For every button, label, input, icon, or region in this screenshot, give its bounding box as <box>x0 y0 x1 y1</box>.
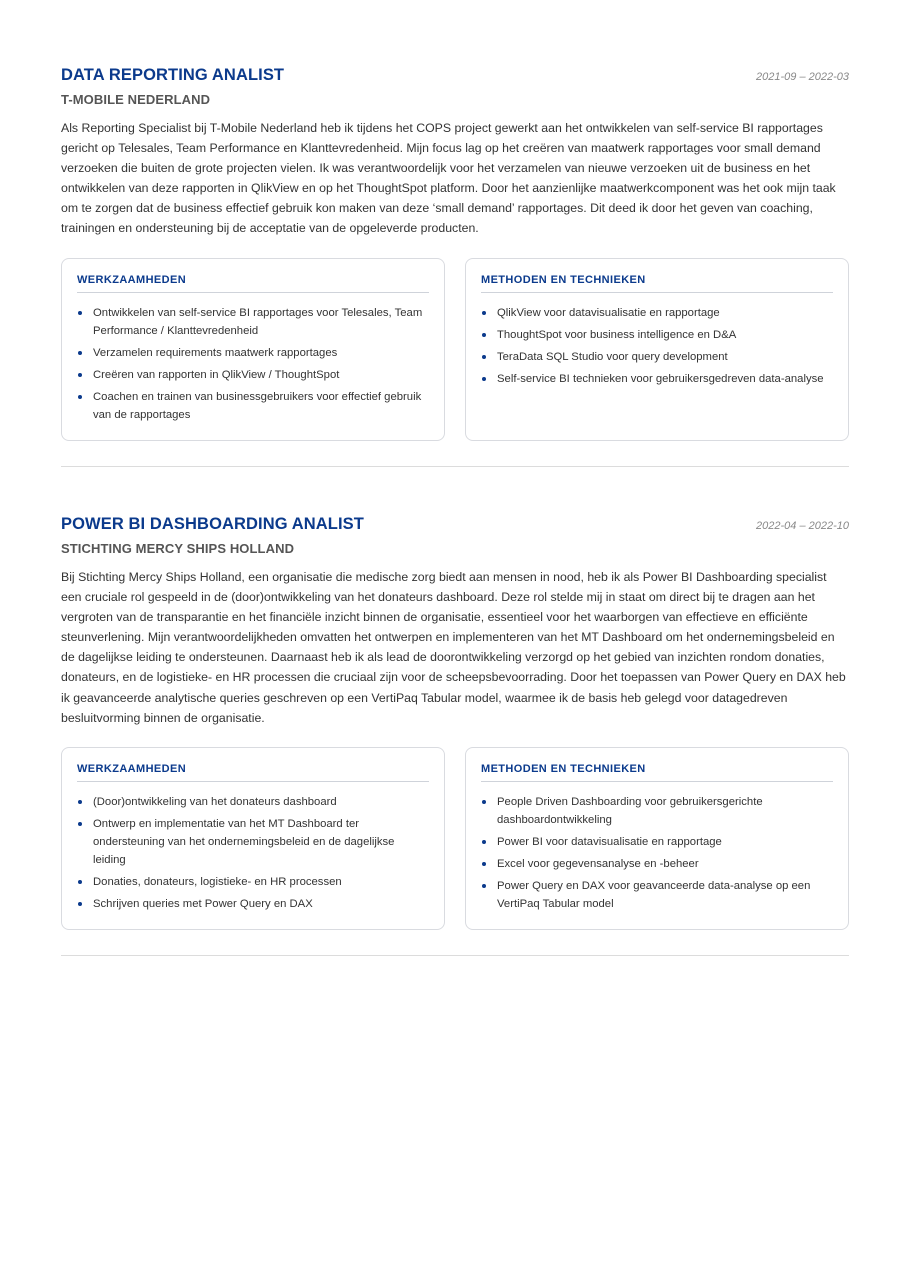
company-name: T-MOBILE NEDERLAND <box>61 92 211 107</box>
job-description: Bij Stichting Mercy Ships Holland, een organisatie die medische zorg biedt aan mensen in nood, heb ik als Power BI Dashboarding specialist een cruciale rol gespeeld in de (door)ontwikkeling van het donateurs dashboard. Deze rol stelde mij in staat om direct bij te dragen aan het vergroten van de transparantie en het financiële inzicht binnen de organisatie, essentieel voor het waarborgen van effectieve en efficiënte steunverlening. Mijn verantwoordelijkheden omvatten het ontwerpen en implementeren van het MT Dashboard om het ondernemingsbeleid en de dagelijkse leiding te ondersteunen. Daarnaast heb ik als lead de doorontwikkeling verzorgd op het gebied van inzichten rondom donaties, donateurs, en de logistieke- en HR processen die cruciaal zijn voor de scheepsbevoorrading. Door het toepassen van Power Query en DAX heb ik geavanceerde analytische queries geschreven op een VertiPaq Tabular model, waarmee ik de basis heb gelegd voor datagedreven besluitvorming binnen de organisatie. <box>61 570 846 725</box>
list-item: Ontwikkelen van self-service BI rapportages voor Telesales, Team Performance / Klanttevredenheid <box>77 304 429 340</box>
tasks-list <box>77 793 429 913</box>
list-item: Ontwerp en implementatie van het MT Dashboard ter ondersteuning van het ondernemingsbeleid en de dagelijkse leiding <box>77 815 429 869</box>
job-header <box>61 64 849 86</box>
company-name: STICHTING MERCY SHIPS HOLLAND <box>61 541 295 556</box>
list-item: QlikView voor datavisualisatie en rapportage <box>481 304 833 322</box>
list-item: Coachen en trainen van businessgebruikers voor effectief gebruik van de rapportages <box>77 388 429 424</box>
list-item: Power Query en DAX voor geavanceerde data-analyse op een VertiPaq Tabular model <box>481 877 833 913</box>
job-title: DATA REPORTING ANALIST <box>61 66 285 84</box>
section-divider <box>61 466 849 467</box>
list-item: Power BI voor datavisualisatie en rapportage <box>481 833 833 851</box>
tasks-list <box>77 304 429 424</box>
list-item: ThoughtSpot voor business intelligence en D&A <box>481 326 833 344</box>
job-entry-mercy-ships <box>61 513 849 930</box>
job-header <box>61 513 849 535</box>
job-dates: 2022-04 – 2022-10 <box>756 520 849 532</box>
list-item: TeraData SQL Studio voor query development <box>481 348 833 366</box>
tasks-box-title: WERKZAAMHEDEN <box>77 762 429 782</box>
job-description: Als Reporting Specialist bij T-Mobile Nederland heb ik tijdens het COPS project gewerkt aan het ontwikkelen van self-service BI rapportages gericht op Telesales, Team Performance en Klanttevredenheid. Mijn focus lag op het creëren van maatwerk rapportages voor small demand verzoeken die buiten de grote projecten vielen. Ik was verantwoordelijk voor het verzamelen van nieuwe verzoeken uit de business en het ontwikkelen van deze rapporten in QlikView en op het ThoughtSpot platform. Door het aanzienlijke maatwerkcomponent was het ook mijn taak om te zorgen dat de business effectief gebruik kon maken van deze ‘small demand’ rapportages. Dit deed ik door het geven van coaching, trainingen en ondersteuning bij de acceptatie van de opgeleverde producten. <box>61 121 836 236</box>
methods-box-title: METHODEN EN TECHNIEKEN <box>481 273 833 293</box>
methods-box-title: METHODEN EN TECHNIEKEN <box>481 762 833 782</box>
list-item: (Door)ontwikkeling van het donateurs dashboard <box>77 793 429 811</box>
section-divider <box>61 955 849 956</box>
list-item: Donaties, donateurs, logistieke- en HR processen <box>77 873 429 891</box>
list-item: Verzamelen requirements maatwerk rapportages <box>77 344 429 362</box>
list-item: Self-service BI technieken voor gebruikersgedreven data-analyse <box>481 370 833 388</box>
list-item: Schrijven queries met Power Query en DAX <box>77 895 429 913</box>
methods-box <box>465 747 849 930</box>
methods-list <box>481 793 833 913</box>
job-detail-boxes <box>61 747 849 930</box>
job-detail-boxes <box>61 258 849 441</box>
methods-list <box>481 304 833 388</box>
list-item: Excel voor gegevensanalyse en -beheer <box>481 855 833 873</box>
tasks-box-title: WERKZAAMHEDEN <box>77 273 429 293</box>
list-item: People Driven Dashboarding voor gebruikersgerichte dashboardontwikkeling <box>481 793 833 829</box>
job-entry-t-mobile <box>61 64 849 441</box>
list-item: Creëren van rapporten in QlikView / ThoughtSpot <box>77 366 429 384</box>
tasks-box <box>61 747 445 930</box>
job-title: POWER BI DASHBOARDING ANALIST <box>61 515 364 533</box>
job-dates: 2021-09 – 2022-03 <box>756 71 849 83</box>
tasks-box <box>61 258 445 441</box>
methods-box <box>465 258 849 441</box>
